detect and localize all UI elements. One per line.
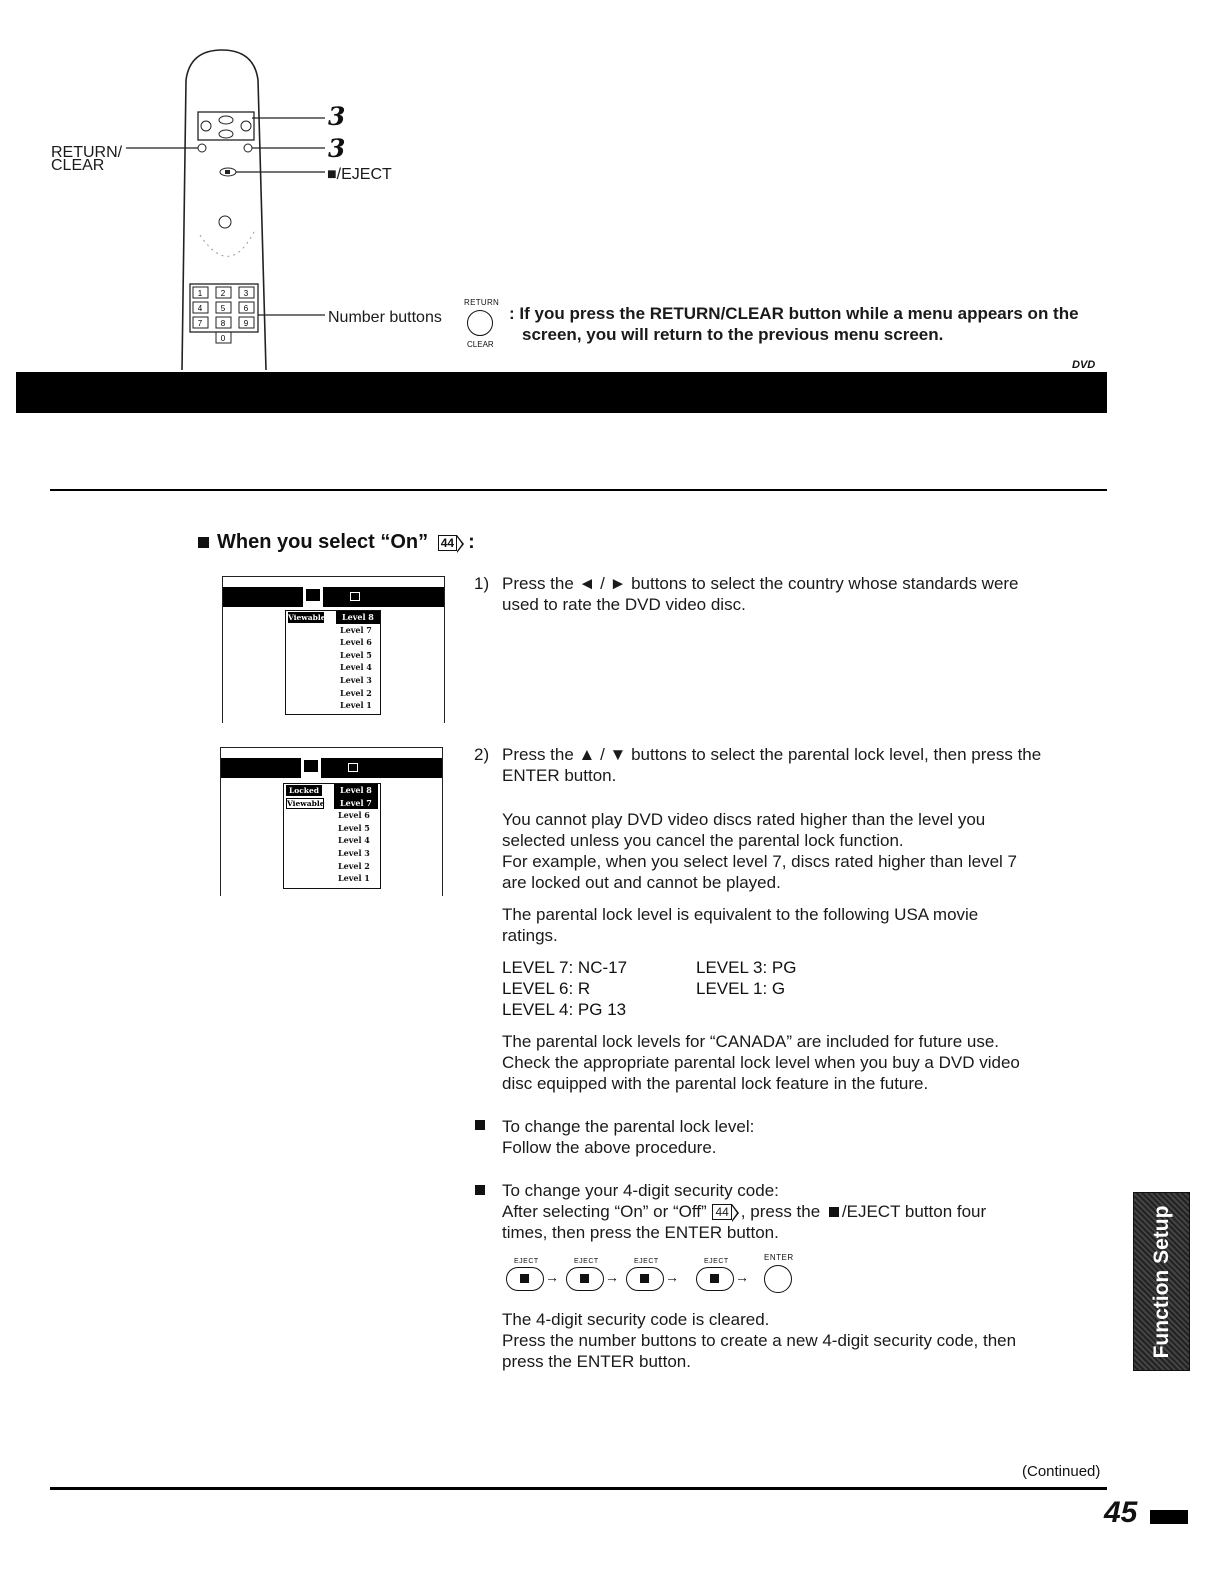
continued-label: (Continued) [1022, 1463, 1101, 1480]
osd-row [284, 872, 380, 885]
rating-left-1: LEVEL 7: NC-17 [502, 958, 628, 977]
page-ref-icon: 44 [438, 535, 457, 551]
change-level-line1: To change the parental lock level: [502, 1117, 755, 1136]
cleared-line1: The 4-digit security code is cleared. [502, 1310, 770, 1329]
callout-3-top: 3 [328, 102, 346, 131]
osd-row [284, 797, 380, 810]
rating-left-3: LEVEL 4: PG 13 [502, 1000, 627, 1019]
osd-row [286, 624, 380, 637]
osd-level: Level 7 [340, 624, 372, 635]
rating-left-2: LEVEL 6: R [502, 979, 591, 998]
return-icon-label: RETURN [464, 298, 500, 307]
cannot-play-line2: selected unless you cancel the parental lock function. [502, 831, 904, 850]
eject-label: EJECT [634, 1258, 659, 1265]
osd-row [286, 674, 380, 687]
osd-row [286, 636, 380, 649]
osd-row [284, 834, 380, 847]
osd-level: Level 6 [340, 637, 372, 648]
callout-number-buttons: Number buttons [328, 309, 442, 326]
enter-label: ENTER [764, 1253, 794, 1262]
section-title: When you select “On” [217, 531, 429, 553]
svg-text:5: 5 [220, 304, 226, 313]
arrow-right-icon: → [735, 1269, 749, 1285]
osd-tab-icon [303, 583, 323, 607]
osd-row [284, 860, 380, 873]
bullet-square-icon [475, 1120, 485, 1130]
svg-text:0: 0 [220, 334, 226, 343]
change-code-text-a: After selecting “On” or “Off” [502, 1202, 707, 1221]
section-heading [198, 530, 475, 554]
change-code-line1: To change your 4-digit security code: [502, 1181, 779, 1200]
change-level-line2: Follow the above procedure. [502, 1138, 717, 1157]
osd-level: Level 1 [338, 873, 370, 884]
arrow-right-icon: → [665, 1269, 679, 1285]
remote-keypad [190, 284, 258, 343]
canada-line1: The parental lock levels for “CANADA” are included for future use. [502, 1032, 1000, 1051]
osd-level-list [283, 783, 381, 889]
side-tab-function-setup [1133, 1192, 1190, 1371]
rating-right-1: LEVEL 3: PG [696, 958, 797, 977]
osd-level: Level 4 [338, 835, 370, 846]
osd-row [286, 649, 380, 662]
footer-rule [50, 1487, 1107, 1490]
osd-lock-icon [350, 592, 360, 601]
stop-square-icon [829, 1207, 839, 1217]
osd-row [284, 847, 380, 860]
cleared-line3: press the ENTER button. [502, 1352, 691, 1371]
header-band [16, 372, 1107, 413]
svg-text:6: 6 [243, 304, 249, 313]
osd-key-viewable: Viewable [288, 613, 326, 622]
eject-button-icon [566, 1267, 604, 1291]
osd-level: Level 2 [340, 687, 372, 698]
osd-level: Level 8 [336, 611, 380, 624]
osd-level: Level 8 [334, 784, 378, 797]
page-number-bar [1150, 1510, 1188, 1524]
svg-text:1: 1 [197, 289, 203, 298]
cannot-play-line1: You cannot play DVD video discs rated higher than the level you [502, 810, 986, 829]
change-code-text-c: /EJECT button four [841, 1202, 987, 1221]
clear-icon-label: CLEAR [467, 340, 494, 349]
osd-key-viewable: Viewable [287, 798, 325, 808]
step1-number: 1) [474, 574, 490, 593]
enter-button-icon [764, 1265, 792, 1293]
eject-button-icon [626, 1267, 664, 1291]
osd-level: Level 1 [340, 700, 372, 711]
canada-line3: disc equipped with the parental lock feature in the future. [502, 1074, 929, 1093]
cannot-play-line3: For example, when you select level 7, discs rated higher than level 7 [502, 852, 1017, 871]
return-note-line1: : If you press the RETURN/CLEAR button while a menu appears on the [509, 304, 1079, 323]
osd-level: Level 2 [338, 860, 370, 871]
osd-row [284, 822, 380, 835]
step2-line1: Press the ▲ / ▼ buttons to select the parental lock level, then press the [502, 745, 1042, 764]
dvd-badge: DVD [1072, 359, 1096, 371]
step1-line2: used to rate the DVD video disc. [502, 595, 746, 614]
arrow-right-icon: → [545, 1269, 559, 1285]
page-ref-icon: 44 [712, 1204, 731, 1220]
eject-label: EJECT [704, 1258, 729, 1265]
return-clear-icon [462, 298, 502, 352]
eject-button-icon [506, 1267, 544, 1291]
label-return: RETURN/ [51, 144, 123, 161]
osd-level: Level 7 [334, 797, 378, 810]
remote-illustration [0, 40, 460, 380]
change-code-text-b: , press the [740, 1202, 821, 1221]
svg-text:9: 9 [243, 319, 249, 328]
osd-lock-icon [348, 763, 358, 772]
button-sequence [506, 1252, 806, 1292]
eject-label: EJECT [574, 1258, 599, 1265]
round-button-icon [467, 310, 493, 336]
section-colon: : [468, 531, 475, 553]
osd-row [286, 687, 380, 700]
osd-screen-2 [220, 747, 443, 896]
change-code-line2 [502, 1201, 986, 1222]
page-number: 45 [1104, 1496, 1138, 1529]
osd-level-list [285, 610, 381, 715]
svg-text:2: 2 [220, 289, 226, 298]
callout-eject: ■/EJECT [327, 166, 392, 183]
svg-text:7: 7 [197, 319, 203, 328]
change-code-line3: times, then press the ENTER button. [502, 1223, 779, 1242]
arrow-right-icon: → [605, 1269, 619, 1285]
osd-level: Level 3 [340, 674, 372, 685]
cannot-play-line4: are locked out and cannot be played. [502, 873, 781, 892]
section-rule [50, 489, 1107, 491]
svg-text:8: 8 [220, 319, 226, 328]
osd-row [286, 611, 380, 624]
step2-line2: ENTER button. [502, 766, 617, 785]
osd-menu-bar [223, 587, 444, 607]
osd-level: Level 5 [338, 822, 370, 833]
osd-key-locked: Locked [286, 785, 322, 796]
side-tab-label: Function Setup [1149, 1205, 1173, 1358]
osd-row [284, 809, 380, 822]
bullet-square-icon [475, 1185, 485, 1195]
osd-menu-bar [221, 758, 442, 778]
step2-number: 2) [474, 745, 490, 764]
eject-button-icon [696, 1267, 734, 1291]
osd-screen-1 [222, 576, 445, 723]
step1-line1: Press the ◄ / ► buttons to select the country whose standards were [502, 574, 1019, 593]
osd-level: Level 6 [338, 810, 370, 821]
canada-line2: Check the appropriate parental lock level when you buy a DVD video [502, 1053, 1020, 1072]
rating-right-2: LEVEL 1: G [696, 979, 786, 998]
osd-row [286, 699, 380, 712]
osd-tab-icon [301, 754, 321, 778]
equivalent-line2: ratings. [502, 926, 558, 945]
cleared-line2: Press the number buttons to create a new 4-digit security code, then [502, 1331, 1017, 1350]
osd-level: Level 4 [340, 662, 372, 673]
return-note-line2: screen, you will return to the previous menu screen. [522, 325, 944, 344]
svg-text:3: 3 [243, 289, 249, 298]
osd-row [284, 784, 380, 797]
equivalent-line1: The parental lock level is equivalent to the following USA movie [502, 905, 979, 924]
svg-text:4: 4 [197, 304, 203, 313]
label-clear: CLEAR [51, 157, 105, 174]
callout-3-bottom: 3 [328, 134, 346, 163]
osd-level: Level 5 [340, 649, 372, 660]
bullet-square-icon [198, 537, 209, 548]
osd-row [286, 661, 380, 674]
eject-label: EJECT [514, 1258, 539, 1265]
osd-level: Level 3 [338, 847, 370, 858]
